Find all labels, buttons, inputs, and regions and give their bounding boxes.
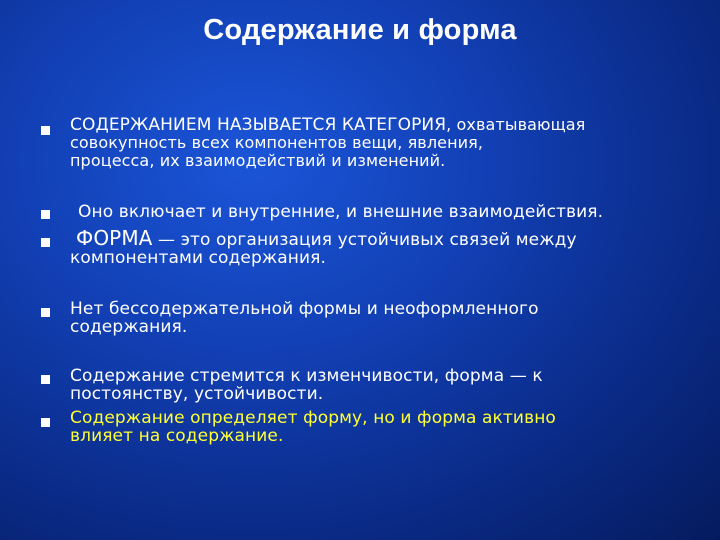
bullet-6-line2: влияет на содержание.	[70, 426, 284, 446]
bullet-marker	[41, 418, 50, 427]
bullet-2-line1: Оно включает и внутренние, и внешние взаимодействия.	[78, 202, 604, 222]
bullet-4-line1: Нет бессодержательной формы и неоформленного	[70, 299, 539, 319]
bullet-3-line2: компонентами содержания.	[70, 248, 326, 268]
slide-title: Содержание и форма	[203, 14, 517, 46]
bullet-marker	[41, 375, 50, 384]
bullet-marker	[41, 210, 50, 219]
bullet-marker	[41, 126, 50, 135]
bullet-item-1	[70, 116, 700, 170]
bullet-item-4	[70, 300, 700, 336]
bullet-3-lead: ФОРМА	[76, 226, 153, 250]
bullet-3-rest: — это организация устойчивых связей между	[152, 230, 577, 250]
bullet-5-line1: Содержание стремится к изменчивости, форма — к	[70, 366, 543, 386]
bullet-1-lead: СОДЕРЖАНИЕМ НАЗЫВАЕТСЯ КАТЕГОРИЯ	[70, 115, 447, 135]
bullet-item-6	[70, 409, 700, 445]
bullet-marker	[41, 238, 50, 247]
bullet-marker	[41, 308, 50, 317]
bullet-6-line1: Содержание определяет форму, но и форма активно	[70, 408, 556, 428]
bullet-item-3	[70, 226, 700, 268]
bullet-5-line2: постоянству, устойчивости.	[70, 384, 324, 404]
bullet-1-line3: процесса, их взаимодействий и изменений.	[70, 151, 446, 170]
bullet-4-line2: содержания.	[70, 317, 188, 337]
bullet-item-5	[70, 367, 700, 403]
bullet-1-line2: совокупность всех компонентов вещи, явления,	[70, 133, 484, 152]
bullet-item-2	[78, 203, 708, 221]
bullet-1-rest: , охватывающая	[446, 115, 586, 134]
